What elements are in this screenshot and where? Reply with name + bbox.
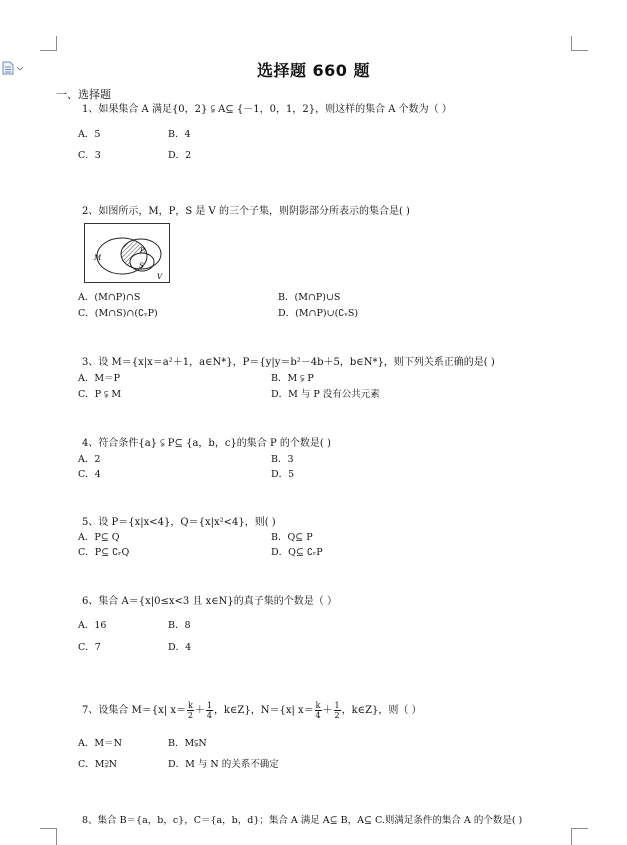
question-8-stem: 8、集合 B＝{a，b，c}，C＝{a，b，d}；集合 A 满足 A⊆ B，A⊆ C.则满足条件的集合 A 的个数是( )	[82, 815, 523, 826]
question-7-stem: 7、设集合 M＝{x| x＝ $\frac{k}{2}$ ＋ $\frac{1}{4}$ ，k∈Z}，N＝{x| x＝ $\frac{k}{4}$ ＋ $\frac{1}{2}$ ，k∈Z}，则（ ）	[82, 701, 422, 720]
q6-option-c: C．7	[78, 642, 101, 653]
q4-option-a: A．2	[78, 454, 101, 465]
q2-option-b: B．(M∩P)∪S	[278, 292, 341, 303]
q6-option-a: A．16	[78, 620, 107, 631]
q7-option-a: A．M＝N	[78, 738, 122, 749]
corner-mark-top-right	[571, 36, 588, 51]
section-heading: 一、选择题	[56, 88, 111, 101]
q1-option-b: B．4	[168, 129, 191, 140]
venn-label-v: V	[157, 273, 163, 281]
q1-option-a: A．5	[78, 129, 101, 140]
q3-option-d: D．M 与 P 没有公共元素	[271, 389, 380, 400]
q4-option-d: D．5	[271, 469, 295, 480]
q1-option-c: C．3	[78, 150, 101, 161]
q6-option-b: B．8	[168, 620, 191, 631]
q7-fraction-4: $\frac{1}{2}$	[334, 701, 340, 720]
corner-mark-top-left	[40, 36, 57, 51]
page-title: 选择题 660 题	[256, 61, 371, 80]
q4-option-c: C．4	[78, 469, 101, 480]
question-3-stem: 3、设 M＝{x|x＝a²＋1，a∈N*}，P＝{y|y＝b²－4b＋5，b∈N*}，则下列关系正确的是( )	[82, 357, 495, 368]
q2-option-a: A．(M∩P)∩S	[78, 292, 141, 303]
q3-option-b: B．M ⫋ P	[271, 373, 314, 384]
question-6-stem: 6、集合 A＝{x|0≤x<3 且 x∈N}的真子集的个数是（ ）	[82, 596, 337, 607]
q2-option-d: D．(M∩P)∪(∁ᵥS)	[278, 308, 359, 319]
q5-option-c: C．P⊆ ∁ᵣQ	[78, 547, 130, 558]
q7-option-b: B．M⫋N	[168, 738, 207, 749]
q1-option-d: D．2	[168, 150, 192, 161]
corner-mark-bottom-right	[571, 828, 588, 845]
q7-stem-part-b: ，k∈Z}，N＝{x| x＝	[213, 705, 314, 716]
q5-option-d: D．Q⊆ ∁ᵣP	[271, 547, 323, 558]
question-1-stem: 1、如果集合 A 满足{0，2} ⫋ A⊆ {－1，0，1，2}，则这样的集合 A 个数为（ ）	[82, 104, 452, 115]
q3-option-c: C．P ⫋ M	[78, 389, 122, 400]
q7-fraction-2: $\frac{1}{4}$	[206, 701, 212, 720]
q7-option-d: D．M 与 N 的关系不确定	[168, 759, 279, 770]
q4-option-b: B．3	[271, 454, 294, 465]
q7-stem-part-a: 7、设集合 M＝{x| x＝	[82, 705, 186, 716]
corner-mark-bottom-left	[40, 828, 57, 845]
q5-option-b: B．Q⊆ P	[271, 532, 313, 543]
q3-option-a: A．M＝P	[78, 373, 120, 384]
q2-option-c: C．(M∩S)∩(∁ᵥP)	[78, 308, 158, 319]
venn-label-s: S	[139, 262, 144, 270]
q5-option-a: A．P⊆ Q	[78, 532, 120, 543]
venn-label-p: P	[140, 247, 145, 255]
question-5-stem: 5、设 P＝{x|x<4}，Q＝{x|x²<4}，则( )	[82, 517, 276, 528]
venn-label-m: M	[94, 254, 102, 262]
q7-fraction-3: $\frac{k}{4}$	[315, 701, 321, 720]
venn-diagram	[84, 223, 170, 283]
question-2-stem: 2、如图所示，M，P，S 是 V 的三个子集，则阴影部分所表示的集合是( )	[82, 206, 410, 217]
q7-option-c: C．M⫌N	[78, 759, 117, 770]
q7-fraction-1: $\frac{k}{2}$	[187, 701, 193, 720]
question-4-stem: 4、符合条件{a} ⫋ P⊆ {a，b，c}的集合 P 的个数是( )	[82, 438, 331, 449]
q7-stem-part-c: ，k∈Z}，则（ ）	[341, 705, 422, 716]
q6-option-d: D．4	[168, 642, 192, 653]
